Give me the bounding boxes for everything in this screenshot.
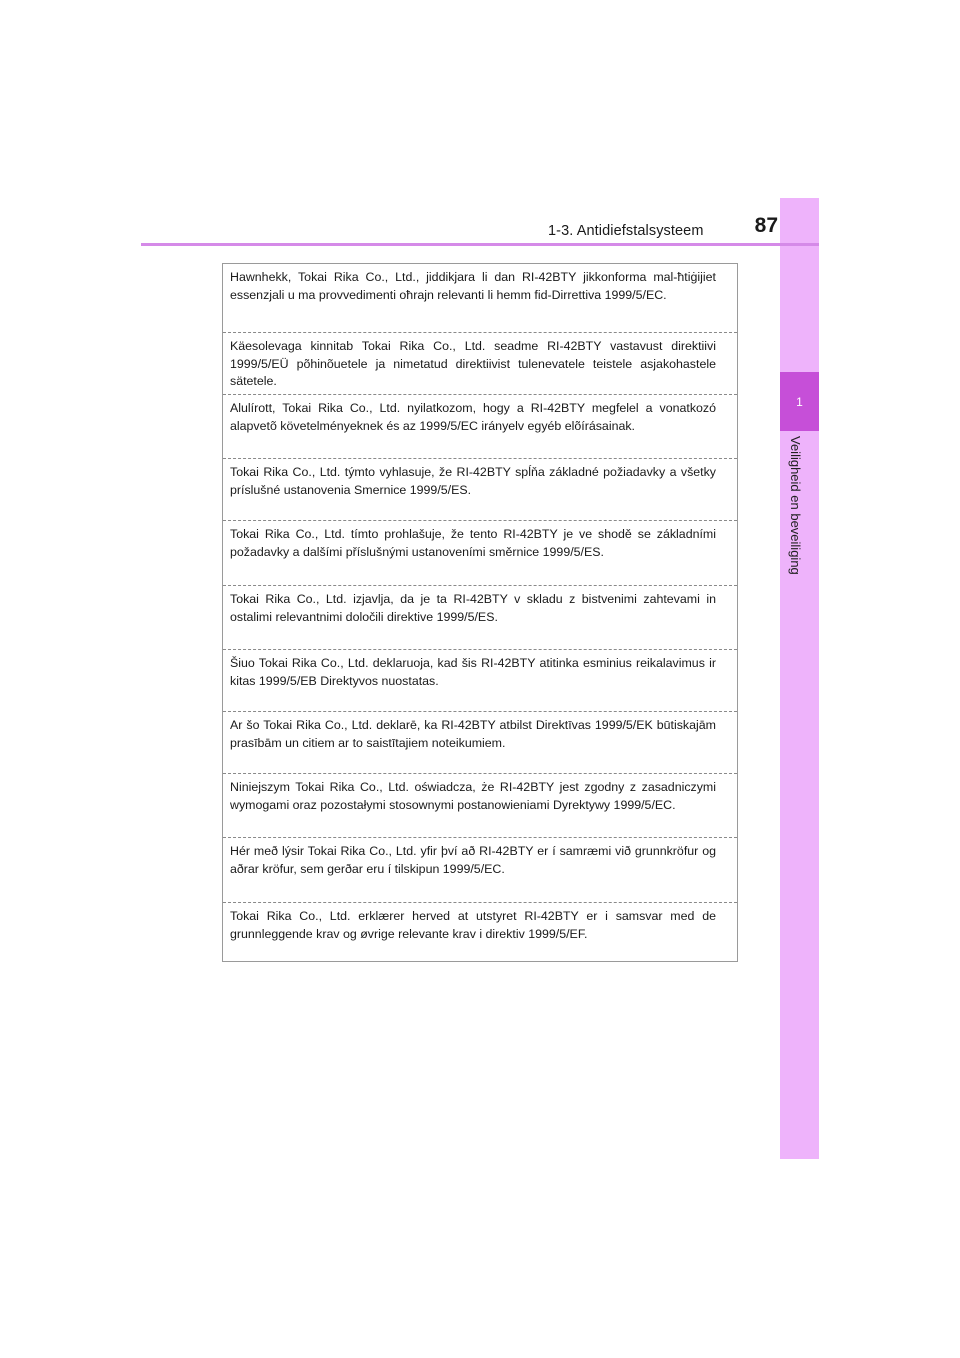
declaration-text: Hawnhekk, Tokai Rika Co., Ltd., jiddikjara li dan RI-42BTY jikkonforma mal-ħtiġijiet essenzjali u ma provvedimenti oħrajn relevanti li hemm fid-Dirrettiva 1999/5/EC.: [230, 270, 716, 302]
chapter-number-badge: [780, 372, 819, 431]
declaration-text: Hér með lýsir Tokai Rika Co., Ltd. yfir því að RI-42BTY er í samræmi við grunnkröfur og aðrar kröfur, sem gerðar eru í tilskipun 1999/5/EC.: [230, 844, 716, 876]
declaration-row-slovak: [223, 459, 737, 521]
declaration-row-latvian: [223, 712, 737, 774]
declaration-row-polish: [223, 774, 737, 838]
declaration-text: Tokai Rika Co., Ltd. tímto prohlašuje, že tento RI-42BTY je ve shodě se základními požadavky a dalšími příslušnými ustanoveními směrnice 1999/5/ES.: [230, 527, 716, 559]
declaration-text: Tokai Rika Co., Ltd. izjavlja, da je ta RI-42BTY v skladu z bistvenimi zahtevami in ostalimi relevantnimi določili direktive 1999/5/ES.: [230, 592, 716, 624]
declaration-row-czech: [223, 521, 737, 586]
declaration-text: Alulírott, Tokai Rika Co., Ltd. nyilatkozom, hogy a RI-42BTY megfelel a vonatkozó alapvetõ követelményeknek és az 1999/5/EC irányelv egyéb elõírásainak.: [230, 401, 716, 433]
declaration-row-maltese: [223, 264, 737, 333]
page-number: 87: [754, 214, 778, 237]
declaration-row-slovenian: [223, 586, 737, 650]
declaration-text: Käesolevaga kinnitab Tokai Rika Co., Ltd. seadme RI-42BTY vastavust direktiivi 1999/5/EÜ põhinõuetele ja nimetatud direktiivist tulenevatele teistele asjakohastele sätetele.: [230, 339, 716, 389]
chapter-side-tab: [780, 198, 819, 1159]
declaration-table: [222, 263, 738, 962]
declaration-row-norwegian: [223, 903, 737, 961]
declaration-text: Ar šo Tokai Rika Co., Ltd. deklarē, ka RI-42BTY atbilst Direktīvas 1999/5/EK būtiskajām prasībām un citiem ar to saistītajiem noteikumiem.: [230, 718, 716, 750]
declaration-text: Šiuo Tokai Rika Co., Ltd. deklaruoja, kad šis RI-42BTY atitinka esminius reikalavimus ir kitas 1999/5/EB Direktyvos nuostatas.: [230, 656, 716, 688]
declaration-row-estonian: [223, 333, 737, 395]
declaration-text: Tokai Rika Co., Ltd. erklærer herved at utstyret RI-42BTY er i samsvar med de grunnleggende krav og øvrige relevante krav i direktiv 1999/5/EF.: [230, 909, 716, 941]
header-divider: [141, 243, 819, 246]
declaration-text: Niniejszym Tokai Rika Co., Ltd. oświadcza, że RI-42BTY jest zgodny z zasadniczymi wymogami oraz pozostałymi stosownymi postanowieniami Dyrektywy 1999/5/EC.: [230, 780, 716, 812]
chapter-label: Veiligheid en beveiliging: [788, 436, 803, 575]
declaration-row-lithuanian: [223, 650, 737, 712]
declaration-row-icelandic: [223, 838, 737, 903]
chapter-number: 1: [796, 394, 803, 409]
section-title: 1-3. Antidiefstalsysteem: [548, 223, 704, 239]
declaration-row-hungarian: [223, 395, 737, 459]
declaration-text: Tokai Rika Co., Ltd. týmto vyhlasuje, že RI-42BTY spĺňa základné požiadavky a všetky príslušné ustanovenia Smernice 1999/5/ES.: [230, 465, 716, 497]
